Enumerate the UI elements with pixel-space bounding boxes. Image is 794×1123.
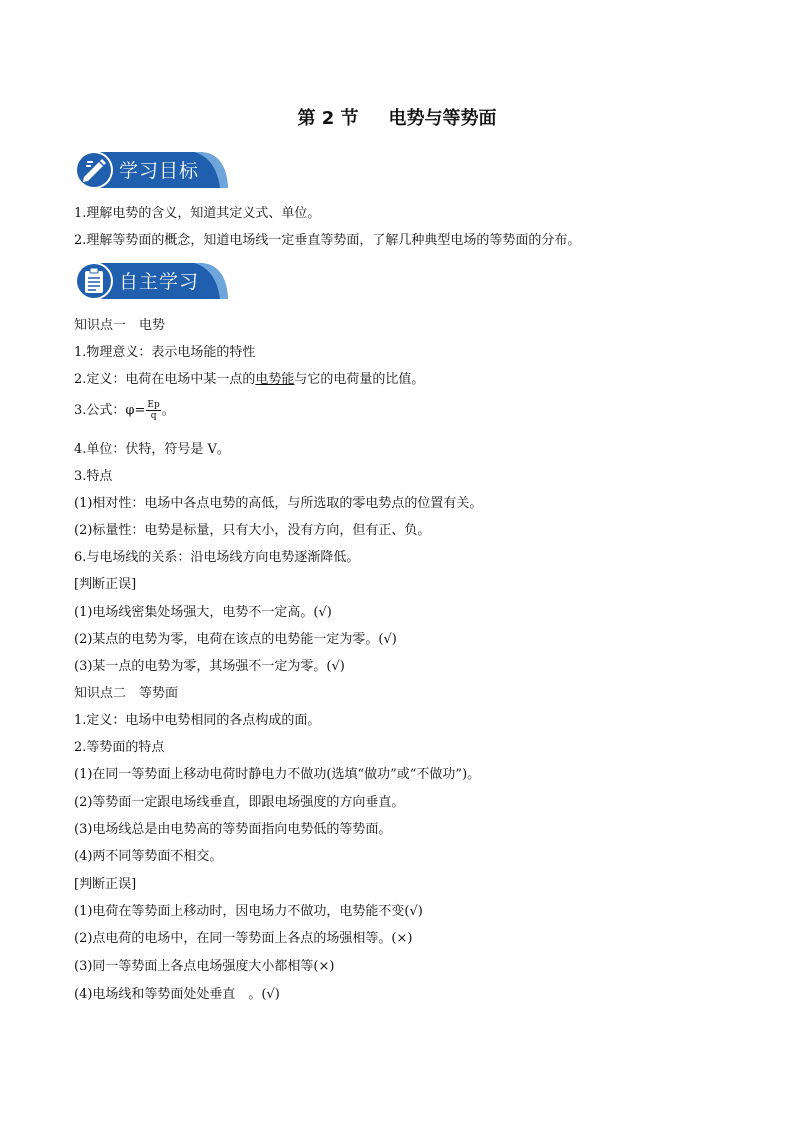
pencil-icon bbox=[74, 150, 114, 190]
page-title bbox=[0, 104, 794, 130]
k1-feature-1: (1)相对性：电场中各点电势的高低，与所选取的零电势点的位置有关。 bbox=[74, 496, 483, 511]
self-study-banner bbox=[74, 261, 234, 301]
goal-1: 1.理解电势的含义，知道其定义式、单位。 bbox=[74, 206, 321, 221]
k2-judge-3: (3)同一等势面上各点电场强度大小都相等(×) bbox=[74, 959, 335, 974]
k1-judge-1: (1)电场线密集处场强大，电势不一定高。(√) bbox=[74, 605, 332, 620]
clipboard-icon bbox=[74, 261, 114, 301]
k2-judge-1: (1)电荷在等势面上移动时，因电场力不做功，电势能不变(√) bbox=[74, 904, 423, 919]
k1-definition: 2.定义：电荷在电场中某一点的电势能与它的电荷量的比值。 bbox=[74, 372, 425, 387]
k1-judge-heading: [判断正误] bbox=[74, 577, 137, 592]
k1-meaning: 1.物理意义：表示电场能的特性 bbox=[74, 345, 256, 360]
k2-feature-1: (1)在同一等势面上移动电荷时静电力不做功(选填“做功”或“不做功”)。 bbox=[74, 767, 481, 782]
knowledge-2-heading: 知识点二 等势面 bbox=[74, 686, 179, 701]
k2-judge-heading: [判断正误] bbox=[74, 877, 137, 892]
k2-feature-2: (2)等势面一定跟电场线垂直，即跟电场强度的方向垂直。 bbox=[74, 795, 405, 810]
self-study-banner-label: 自主学习 bbox=[119, 271, 200, 293]
knowledge-1-heading: 知识点一 电势 bbox=[74, 318, 166, 333]
underlined-term: 电势能 bbox=[255, 372, 295, 387]
goals-banner bbox=[74, 150, 234, 190]
k2-features-heading: 2.等势面的特点 bbox=[74, 740, 165, 755]
formula-fraction: $\frac{Ep}{q}$ bbox=[147, 400, 160, 421]
k2-feature-3: (3)电场线总是由电势高的等势面指向电势低的等势面。 bbox=[74, 822, 392, 837]
k2-definition: 1.定义：电场中电势相同的各点构成的面。 bbox=[74, 713, 321, 728]
k1-judge-3: (3)某一点的电势为零，其场强不一定为零。(√) bbox=[74, 659, 345, 674]
section-number: 第 2 节 bbox=[297, 108, 359, 129]
k1-feature-2: (2)标量性：电势是标量，只有大小，没有方向，但有正、负。 bbox=[74, 523, 431, 538]
k2-judge-4: (4)电场线和等势面处处垂直 。(√) bbox=[74, 987, 280, 1002]
section-title: 电势与等势面 bbox=[388, 108, 497, 129]
k1-formula: 3.公式：φ= $\frac{Ep}{q}$ 。 bbox=[74, 400, 175, 421]
k1-features-heading: 3.特点 bbox=[74, 469, 113, 484]
k1-unit: 4.单位：伏特，符号是 V。 bbox=[74, 442, 230, 457]
k1-judge-2: (2)某点的电势为零，电荷在该点的电势能一定为零。(√) bbox=[74, 632, 397, 647]
k2-judge-2: (2)点电荷的电场中，在同一等势面上各点的场强相等。(×) bbox=[74, 931, 413, 946]
goal-2: 2.理解等势面的概念，知道电场线一定垂直等势面，了解几种典型电场的等势面的分布。 bbox=[74, 233, 581, 248]
k1-relation: 6.与电场线的关系：沿电场线方向电势逐渐降低。 bbox=[74, 550, 360, 565]
goals-banner-label: 学习目标 bbox=[119, 160, 200, 182]
k2-feature-4: (4)两不同等势面不相交。 bbox=[74, 849, 223, 864]
